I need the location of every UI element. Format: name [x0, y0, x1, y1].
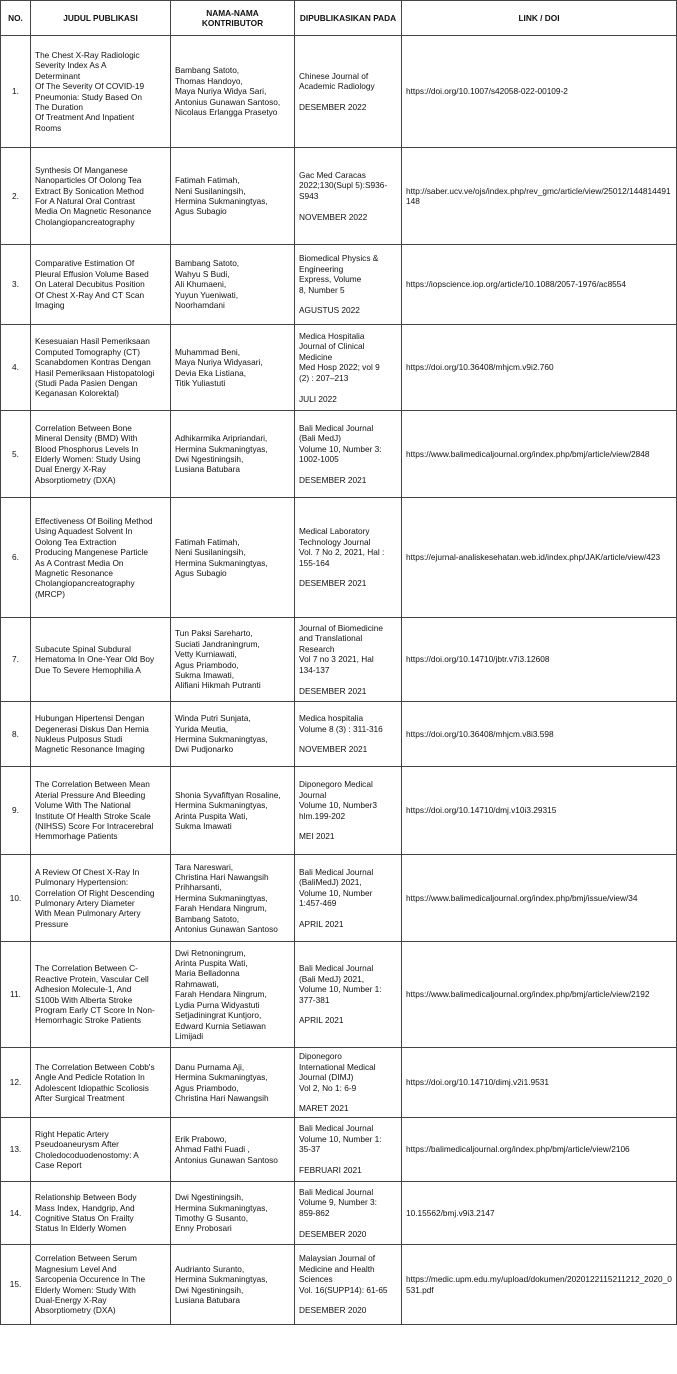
- doi-link[interactable]: https://medic.upm.edu.my/upload/dokumen/2020122115211212_2020_0531.pdf: [402, 1245, 677, 1325]
- table-row: [1, 1245, 677, 1325]
- table-row: [1, 942, 677, 1048]
- contributors: Adhikarmika Aripriandari, Hermina Sukmaningtyas, Dwi Ngestiningsih, Lusiana Batubara: [171, 411, 295, 498]
- contributors: Audrianto Suranto, Hermina Sukmaningtyas, Dwi Ngestiningsih, Lusiana Batubara: [171, 1245, 295, 1325]
- publication-title: The Correlation Between C- Reactive Protein, Vascular Cell Adhesion Molecule-1, And S100b With Alberta Stroke Program Early CT Score In Non- Hemorrhagic Stroke Patients: [31, 942, 171, 1048]
- published-in: Journal of Biomedicine and Translational Research Vol 7 no 3 2021, Hal 134-137 DESEMBER 2021: [295, 618, 402, 702]
- table-row: [1, 855, 677, 942]
- contributors: Winda Putri Sunjata, Yurida Meutia, Hermina Sukmaningtyas, Dwi Pudjonarko: [171, 702, 295, 767]
- doi-link[interactable]: https://www.balimedicaljournal.org/index.php/bmj/article/view/2848: [402, 411, 677, 498]
- header-link-doi: LINK / DOI: [402, 1, 677, 36]
- table-row: [1, 618, 677, 702]
- header-nama-kontributor: NAMA-NAMA KONTRIBUTOR: [171, 1, 295, 36]
- header-judul-publikasi: JUDUL PUBLIKASI: [31, 1, 171, 36]
- row-number: 6.: [1, 498, 31, 618]
- publication-title: Subacute Spinal Subdural Hematoma In One-Year Old Boy Due To Severe Hemophilia A: [31, 618, 171, 702]
- row-number: 8.: [1, 702, 31, 767]
- contributors: Dwi Retnoningrum, Arinta Puspita Wati, Maria Belladonna Rahmawati, Farah Hendara Ningrum, Lydia Purna Widyastuti Setjadiningrat Kuntjoro, Edward Kurnia Setiawan Limijadi: [171, 942, 295, 1048]
- table-row: [1, 325, 677, 411]
- publication-title: The Correlation Between Mean Aterial Pressure And Bleeding Volume With The National Institute Of Health Stroke Scale (NIHSS) Score For Intracerebral Hemmorhage Patients: [31, 767, 171, 855]
- published-in: Bali Medical Journal Volume 10, Number 1: 35-37 FEBRUARI 2021: [295, 1118, 402, 1182]
- contributors: Danu Purnama Aji, Hermina Sukmaningtyas, Agus Priambodo, Christina Hari Nawangsih: [171, 1048, 295, 1118]
- table-row: [1, 498, 677, 618]
- doi-link[interactable]: https://doi.org/10.14710/dimj.v2i1.9531: [402, 1048, 677, 1118]
- table-row: [1, 767, 677, 855]
- row-number: 4.: [1, 325, 31, 411]
- publication-title: Relationship Between Body Mass Index, Handgrip, And Cognitive Status On Frailty Status In Elderly Women: [31, 1182, 171, 1245]
- published-in: Bali Medical Journal (Bali MedJ) 2021, Volume 10, Number 1: 377-381 APRIL 2021: [295, 942, 402, 1048]
- row-number: 15.: [1, 1245, 31, 1325]
- publication-title: Hubungan Hipertensi Dengan Degenerasi Diskus Dan Hernia Nukleus Pulposus Studi Magnetic Resonance Imaging: [31, 702, 171, 767]
- row-number: 7.: [1, 618, 31, 702]
- published-in: Diponegoro Medical Journal Volume 10, Number3 hlm.199-202 MEI 2021: [295, 767, 402, 855]
- row-number: 9.: [1, 767, 31, 855]
- publication-title: Right Hepatic Artery Pseudoaneurysm After Choledocoduodenostomy: A Case Report: [31, 1118, 171, 1182]
- header-no: NO.: [1, 1, 31, 36]
- published-in: Bali Medical Journal (BaliMedJ) 2021, Volume 10, Number 1:457-469 APRIL 2021: [295, 855, 402, 942]
- doi-link[interactable]: https://doi.org/10.14710/jbtr.v7i3.12608: [402, 618, 677, 702]
- row-number: 3.: [1, 245, 31, 325]
- contributors: Erik Prabowo, Ahmad Fathi Fuadi , Antonius Gunawan Santoso: [171, 1118, 295, 1182]
- contributors: Bambang Satoto, Wahyu S Budi, Ali Khumaeni, Yuyun Yueniwati, Noorhamdani: [171, 245, 295, 325]
- doi-link[interactable]: https://balimedicaljournal.org/index.php/bmj/article/view/2106: [402, 1118, 677, 1182]
- doi-link[interactable]: 10.15562/bmj.v9i3.2147: [402, 1182, 677, 1245]
- row-number: 12.: [1, 1048, 31, 1118]
- table-row: [1, 702, 677, 767]
- doi-link[interactable]: https://iopscience.iop.org/article/10.1088/2057-1976/ac8554: [402, 245, 677, 325]
- published-in: Medica Hospitalia Journal of Clinical Medicine Med Hosp 2022; vol 9 (2) : 207–213 JULI 2022: [295, 325, 402, 411]
- publication-title: The Correlation Between Cobb's Angle And Pedicle Rotation In Adolescent Idiopathic Scoliosis After Surgical Treatment: [31, 1048, 171, 1118]
- table-header-row: [1, 1, 677, 36]
- doi-link[interactable]: https://doi.org/10.36408/mhjcm.v8i3.598: [402, 702, 677, 767]
- publication-title: Correlation Between Serum Magnesium Level And Sarcopenia Occurence In The Elderly Women: Study With Dual-Energy X-Ray Absorptiometry (DXA): [31, 1245, 171, 1325]
- published-in: Bali Medical Journal Volume 9, Number 3: 859-862 DESEMBER 2020: [295, 1182, 402, 1245]
- row-number: 14.: [1, 1182, 31, 1245]
- published-in: Diponegoro International Medical Journal (DIMJ) Vol 2, No 1: 6-9 MARET 2021: [295, 1048, 402, 1118]
- published-in: Biomedical Physics & Engineering Express, Volume 8, Number 5 AGUSTUS 2022: [295, 245, 402, 325]
- publication-title: The Chest X-Ray Radiologic Severity Index As A Determinant Of The Severity Of COVID-19 Pneumonia: Study Based On The Duration Of Treatment And Inpatient Rooms: [31, 36, 171, 148]
- doi-link[interactable]: http://saber.ucv.ve/ojs/index.php/rev_gmc/article/view/25012/144814491148: [402, 148, 677, 245]
- publication-title: Effectiveness Of Boiling Method Using Aquadest Solvent In Oolong Tea Extraction Producing Mangenese Particle As A Contrast Media On Magnetic Resonance Cholangiopancreatography (MRCP): [31, 498, 171, 618]
- table-row: [1, 1182, 677, 1245]
- contributors: Tara Nareswari, Christina Hari Nawangsih Prihharsanti, Hermina Sukmaningtyas, Farah Hendara Ningrum, Bambang Satoto, Antonius Gunawan Santoso: [171, 855, 295, 942]
- contributors: Dwi Ngestiningsih, Hermina Sukmaningtyas, Timothy G Susanto, Enny Probosari: [171, 1182, 295, 1245]
- row-number: 10.: [1, 855, 31, 942]
- header-dipublikasikan-pada: DIPUBLIKASIKAN PADA: [295, 1, 402, 36]
- contributors: Fatimah Fatimah, Neni Susilaningsih, Hermina Sukmaningtyas, Agus Subagio: [171, 148, 295, 245]
- doi-link[interactable]: https://doi.org/10.1007/s42058-022-00109-2: [402, 36, 677, 148]
- contributors: Shonia Syvafiftyan Rosaline, Hermina Sukmaningtyas, Arinta Puspita Wati, Sukma Imawati: [171, 767, 295, 855]
- table-row: [1, 411, 677, 498]
- doi-link[interactable]: https://doi.org/10.14710/dmj.v10i3.29315: [402, 767, 677, 855]
- publication-title: Correlation Between Bone Mineral Density (BMD) With Blood Phosphorus Levels In Elderly Women: Study Using Dual Energy X-Ray Absorptiometry (DXA): [31, 411, 171, 498]
- table-row: [1, 1048, 677, 1118]
- publication-title: Comparative Estimation Of Pleural Effusion Volume Based On Lateral Decubitus Position Of Chest X-Ray And CT Scan Imaging: [31, 245, 171, 325]
- doi-link[interactable]: https://doi.org/10.36408/mhjcm.v9i2.760: [402, 325, 677, 411]
- published-in: Bali Medical Journal (Bali MedJ) Volume 10, Number 3: 1002-1005 DESEMBER 2021: [295, 411, 402, 498]
- published-in: Gac Med Caracas 2022;130(Supl 5):S936- S943 NOVEMBER 2022: [295, 148, 402, 245]
- publication-title: Synthesis Of Manganese Nanoparticles Of Oolong Tea Extract By Sonication Method For A Natural Oral Contrast Media On Magnetic Resonance Cholangiopancreatography: [31, 148, 171, 245]
- doi-link[interactable]: https://ejurnal-analiskesehatan.web.id/index.php/JAK/article/view/423: [402, 498, 677, 618]
- table-row: [1, 245, 677, 325]
- table-row: [1, 148, 677, 245]
- published-in: Chinese Journal of Academic Radiology DESEMBER 2022: [295, 36, 402, 148]
- published-in: Medica hospitalia Volume 8 (3) : 311-316 NOVEMBER 2021: [295, 702, 402, 767]
- table-row: [1, 1118, 677, 1182]
- publication-title: A Review Of Chest X-Ray In Pulmonary Hypertension: Correlation Of Right Descending Pulmonary Artery Diameter With Mean Pulmonary Artery Pressure: [31, 855, 171, 942]
- publication-title: Kesesuaian Hasil Pemeriksaan Computed Tomography (CT) Scanabdomen Kontras Dengan Hasil Pemeriksaan Histopatologi (Studi Pada Pasien Dengan Keganasan Kolorektal): [31, 325, 171, 411]
- contributors: Muhammad Beni, Maya Nuriya Widyasari, Devia Eka Listiana, Titik Yuliastuti: [171, 325, 295, 411]
- row-number: 2.: [1, 148, 31, 245]
- row-number: 1.: [1, 36, 31, 148]
- doi-link[interactable]: https://www.balimedicaljournal.org/index.php/bmj/article/view/2192: [402, 942, 677, 1048]
- table-row: [1, 36, 677, 148]
- row-number: 13.: [1, 1118, 31, 1182]
- published-in: Medical Laboratory Technology Journal Vol. 7 No 2, 2021, Hal : 155-164 DESEMBER 2021: [295, 498, 402, 618]
- doi-link[interactable]: https://www.balimedicaljournal.org/index.php/bmj/issue/view/34: [402, 855, 677, 942]
- row-number: 11.: [1, 942, 31, 1048]
- contributors: Fatimah Fatimah, Neni Susilaningsih, Hermina Sukmaningtyas, Agus Subagio: [171, 498, 295, 618]
- contributors: Bambang Satoto, Thomas Handoyo, Maya Nuriya Widya Sari, Antonius Gunawan Santoso, Nicolaus Erlangga Prasetyo: [171, 36, 295, 148]
- contributors: Tun Paksi Sareharto, Suciati Jandraningrum, Vetty Kurniawati, Agus Priambodo, Sukma Imawati, Alifiani Hikmah Putranti: [171, 618, 295, 702]
- published-in: Malaysian Journal of Medicine and Health Sciences Vol. 16(SUPP14): 61-65 DESEMBER 2020: [295, 1245, 402, 1325]
- row-number: 5.: [1, 411, 31, 498]
